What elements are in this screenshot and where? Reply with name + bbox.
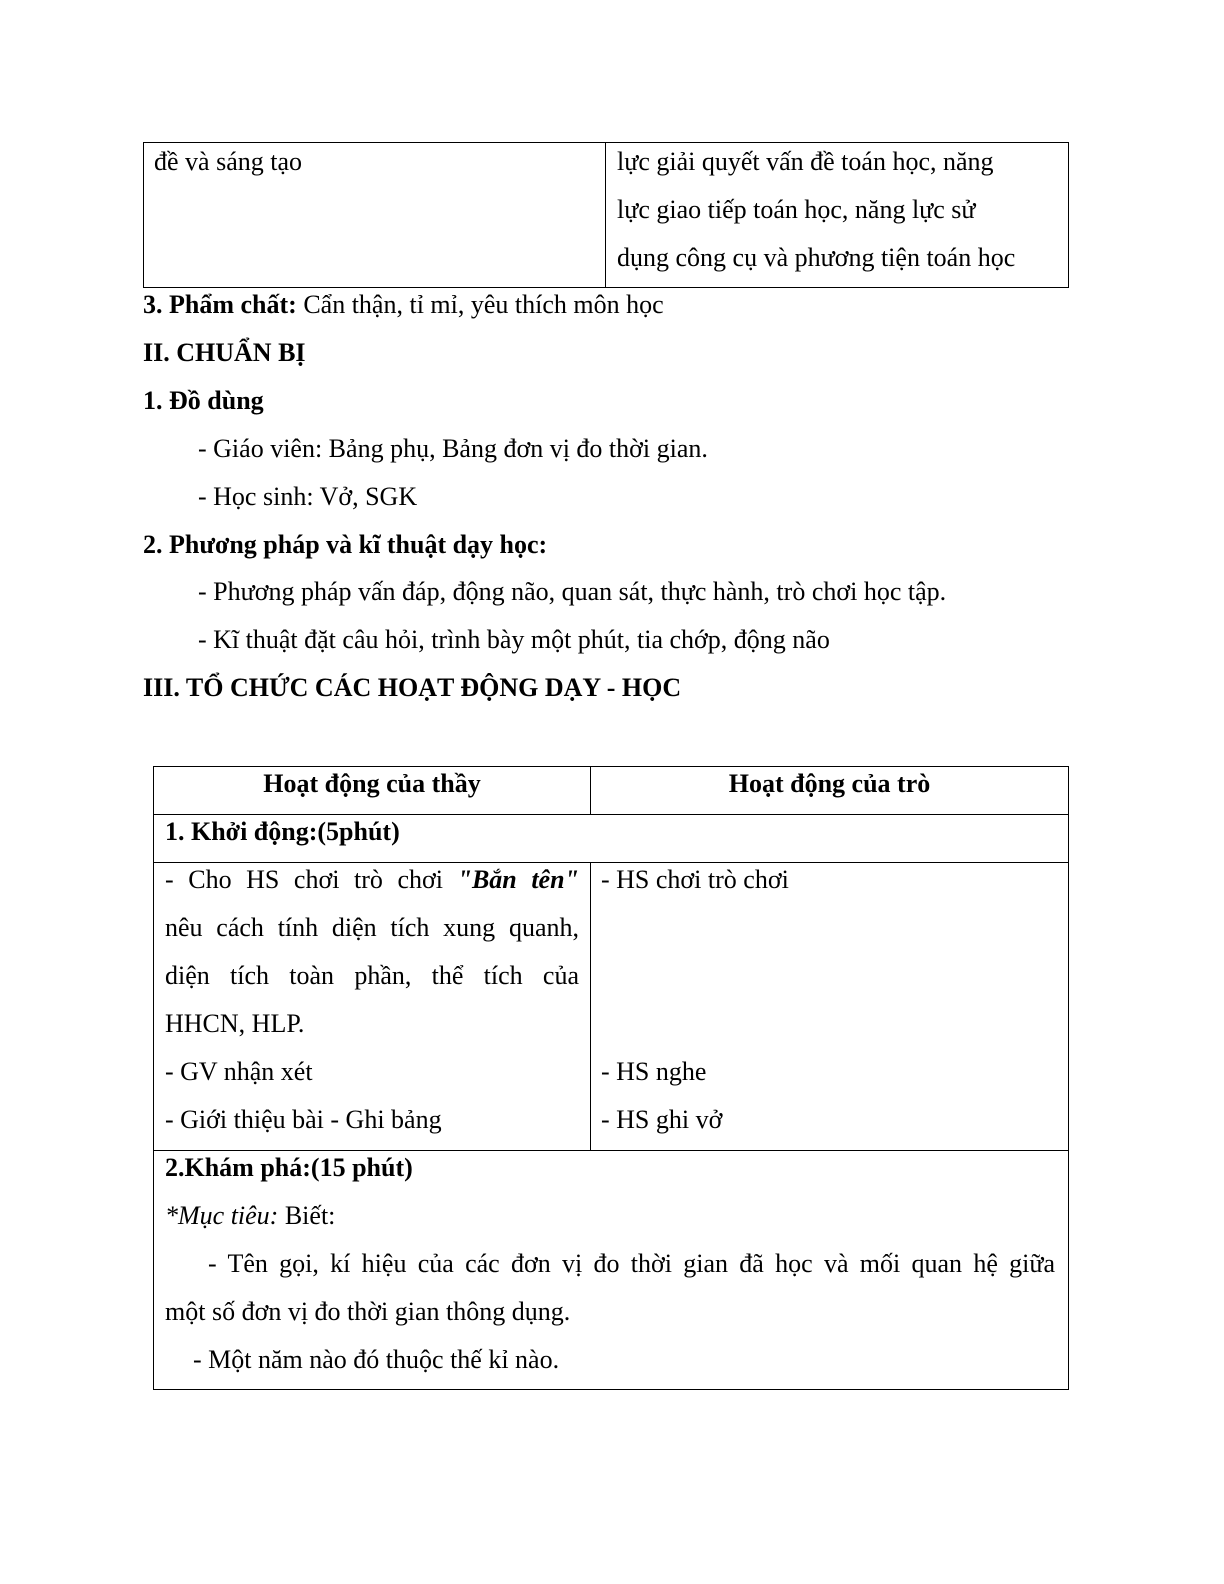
pham-chat-text: Cẩn thận, tỉ mỉ, yêu thích môn học	[296, 290, 664, 319]
section-2-title: II. CHUẨN BỊ	[143, 338, 306, 367]
activity-table	[153, 766, 1069, 1390]
student-item: - HS nghe	[601, 1057, 707, 1086]
header-teacher: Hoạt động của thầy	[263, 769, 481, 798]
muc-tieu-label: *Mục tiêu:	[165, 1201, 279, 1230]
top-table-right-line: lực giao tiếp toán học, năng lực sử	[617, 195, 976, 224]
teacher-item: - Giới thiệu bài - Ghi bảng	[165, 1105, 442, 1134]
kham-pha-line: một số đơn vị đo thời gian thông dụng.	[165, 1297, 571, 1326]
teacher-line: diện tích toàn phần, thể tích của	[165, 961, 579, 990]
top-table-left-text: đề và sáng tạo	[154, 147, 303, 176]
student-item: - HS ghi vở	[601, 1105, 723, 1134]
pham-chat-line	[143, 281, 664, 329]
kham-pha-cell	[154, 1151, 1069, 1390]
top-table-right-line: lực giải quyết vấn đề toán học, năng	[617, 147, 994, 176]
phuong-phap-item: - Phương pháp vấn đáp, động não, quan sát, thực hành, trò chơi học tập.	[198, 577, 947, 606]
muc-tieu-text: Biết:	[278, 1201, 336, 1230]
teacher-line: HHCN, HLP.	[165, 1009, 305, 1038]
phuong-phap-item: - Kĩ thuật đặt câu hỏi, trình bày một phút, tia chớp, động não	[198, 625, 830, 654]
do-dung-item: - Giáo viên: Bảng phụ, Bảng đơn vị đo thời gian.	[198, 434, 708, 463]
kham-pha-line: - Một năm nào đó thuộc thế kỉ nào.	[193, 1345, 560, 1374]
teacher-game-line	[165, 856, 579, 904]
do-dung-title: 1. Đồ dùng	[143, 386, 264, 415]
section-3-title: III. TỔ CHỨC CÁC HOẠT ĐỘNG DẠY - HỌC	[143, 673, 682, 702]
phuong-phap-title: 2. Phương pháp và kĩ thuật dạy học:	[143, 530, 548, 559]
teacher-game-text: - Cho HS chơi trò chơi	[165, 865, 458, 894]
kham-pha-title: 2.Khám phá:(15 phút)	[165, 1153, 413, 1182]
khoi-dong-teacher-cell	[154, 863, 591, 1151]
khoi-dong-title: 1. Khởi động:(5phút)	[165, 817, 400, 846]
top-table-right-cell	[606, 143, 1069, 288]
game-name: "Bắn tên"	[457, 865, 579, 894]
do-dung-item: - Học sinh: Vở, SGK	[198, 482, 418, 511]
top-table	[143, 142, 1069, 288]
teacher-item: - GV nhận xét	[165, 1057, 313, 1086]
top-table-left-cell	[144, 143, 606, 288]
teacher-line: nêu cách tính diện tích xung quanh,	[165, 913, 579, 942]
pham-chat-label: 3. Phẩm chất:	[143, 290, 297, 319]
khoi-dong-student-cell	[591, 863, 1069, 1151]
top-table-right-line: dụng công cụ và phương tiện toán học	[617, 243, 1016, 272]
student-item: - HS chơi trò chơi	[601, 865, 789, 894]
header-student: Hoạt động của trò	[728, 769, 931, 798]
kham-pha-line: - Tên gọi, kí hiệu của các đơn vị đo thời gian đã học và mối quan hệ giữa	[208, 1249, 1055, 1278]
